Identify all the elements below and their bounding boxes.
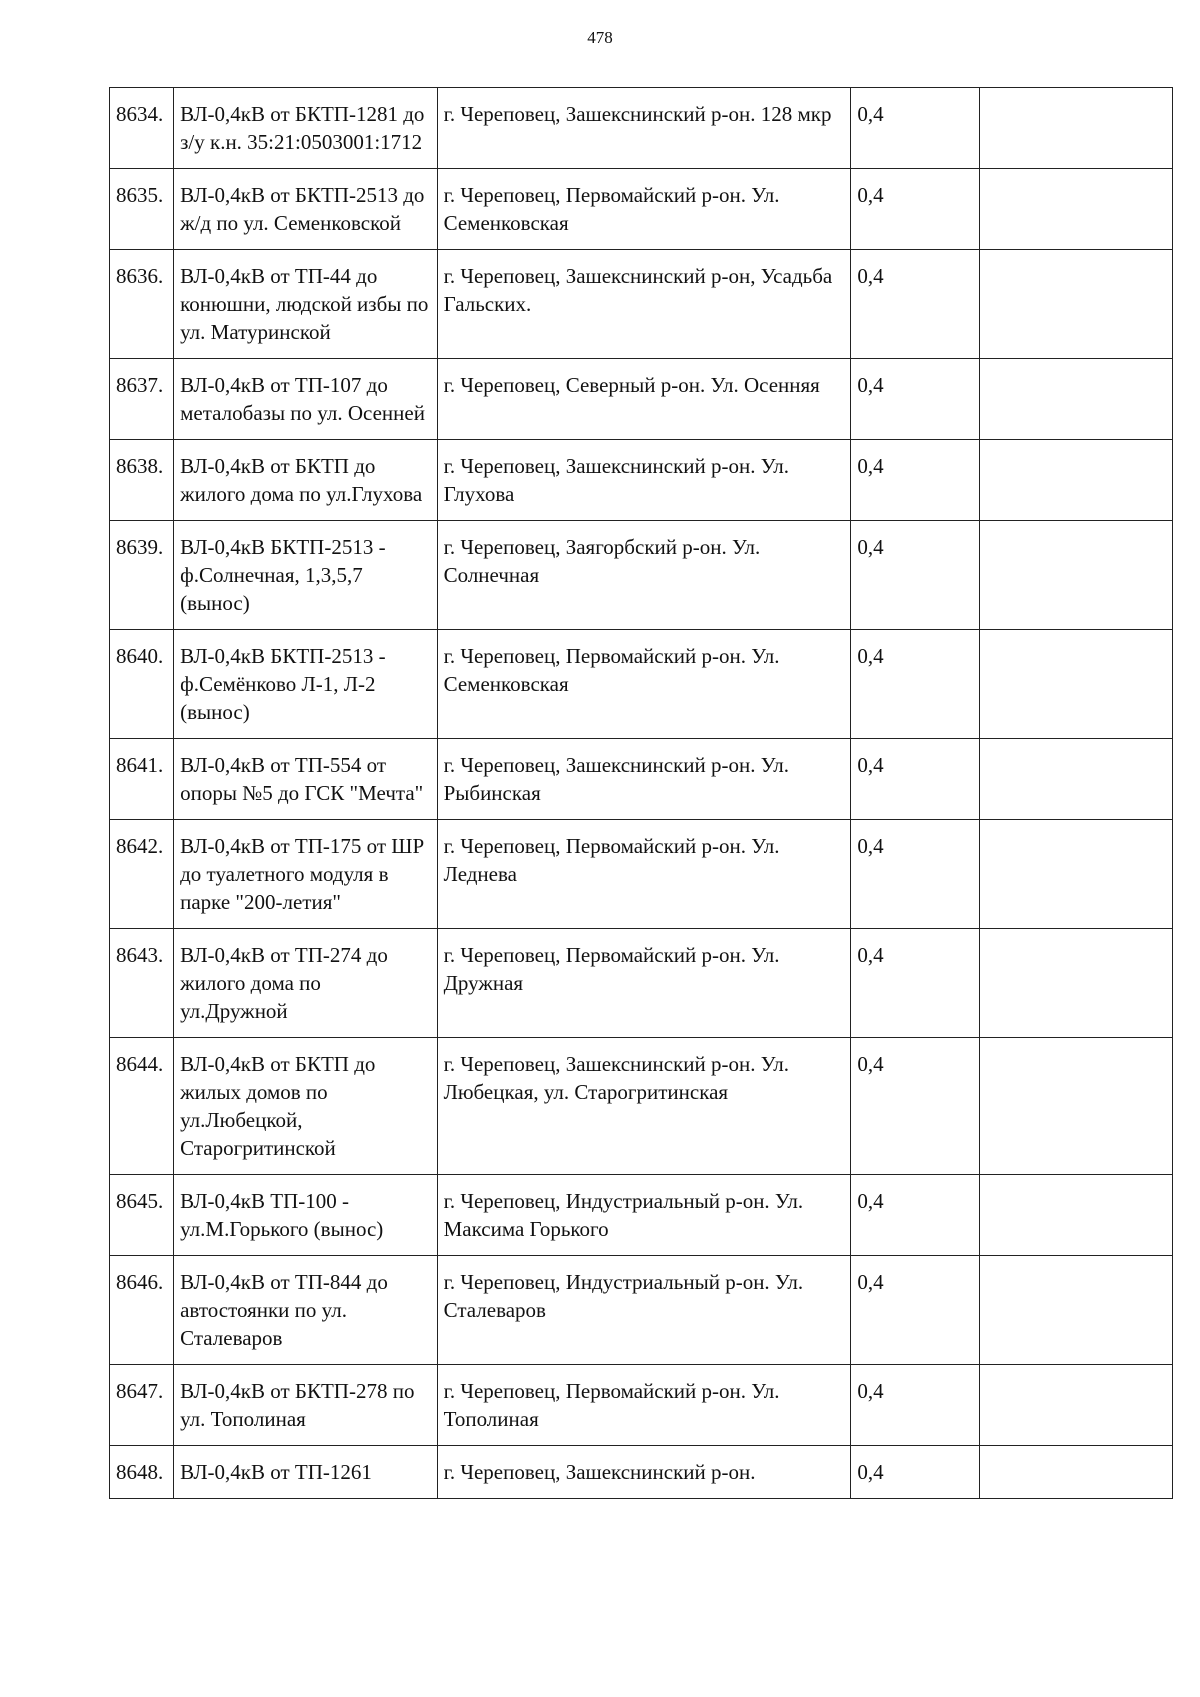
address-cell: г. Череповец, Индустриальный р-он. Ул. Максима Горького [437,1175,851,1256]
object-name-cell: ВЛ-0,4кВ от БКТП-2513 до ж/д по ул. Семенковской [174,169,437,250]
row-number-cell: 8642. [110,820,174,929]
voltage-cell: 0,4 [851,929,979,1038]
empty-cell [979,440,1172,521]
object-name-cell: ВЛ-0,4кВ ТП-100 - ул.М.Горького (вынос) [174,1175,437,1256]
row-number-cell: 8644. [110,1038,174,1175]
address-cell: г. Череповец, Первомайский р-он. Ул. Семенковская [437,169,851,250]
table-row [110,630,1173,739]
empty-cell [979,929,1172,1038]
table-row [110,440,1173,521]
table-row [110,1038,1173,1175]
empty-cell [979,250,1172,359]
row-number-cell: 8643. [110,929,174,1038]
voltage-cell: 0,4 [851,359,979,440]
voltage-cell: 0,4 [851,739,979,820]
object-name-cell: ВЛ-0,4кВ БКТП-2513 - ф.Семёнково Л-1, Л-2 (вынос) [174,630,437,739]
voltage-cell: 0,4 [851,1256,979,1365]
address-cell: г. Череповец, Зашекснинский р-он. Ул. Рыбинская [437,739,851,820]
table-row [110,169,1173,250]
object-name-cell: ВЛ-0,4кВ от ТП-1261 [174,1446,437,1499]
registry-table-body [110,88,1173,1499]
voltage-cell: 0,4 [851,1365,979,1446]
address-cell: г. Череповец, Первомайский р-он. Ул. Дружная [437,929,851,1038]
object-name-cell: ВЛ-0,4кВ от ТП-107 до металобазы по ул. Осенней [174,359,437,440]
voltage-cell: 0,4 [851,630,979,739]
empty-cell [979,739,1172,820]
voltage-cell: 0,4 [851,1175,979,1256]
object-name-cell: ВЛ-0,4кВ от БКТП-278 по ул. Тополиная [174,1365,437,1446]
object-name-cell: ВЛ-0,4кВ БКТП-2513 - ф.Солнечная, 1,3,5,7 (вынос) [174,521,437,630]
table-row [110,820,1173,929]
row-number-cell: 8634. [110,88,174,169]
empty-cell [979,1175,1172,1256]
table-row [110,1365,1173,1446]
empty-cell [979,1256,1172,1365]
voltage-cell: 0,4 [851,88,979,169]
address-cell: г. Череповец, Первомайский р-он. Ул. Семенковская [437,630,851,739]
address-cell: г. Череповец, Первомайский р-он. Ул. Тополиная [437,1365,851,1446]
row-number-cell: 8640. [110,630,174,739]
empty-cell [979,1446,1172,1499]
row-number-cell: 8637. [110,359,174,440]
address-cell: г. Череповец, Зашекснинский р-он. [437,1446,851,1499]
registry-table [109,87,1173,1499]
voltage-cell: 0,4 [851,250,979,359]
table-row [110,359,1173,440]
table-row [110,521,1173,630]
object-name-cell: ВЛ-0,4кВ от ТП-44 до конюшни, людской избы по ул. Матуринской [174,250,437,359]
empty-cell [979,521,1172,630]
voltage-cell: 0,4 [851,1038,979,1175]
voltage-cell: 0,4 [851,521,979,630]
voltage-cell: 0,4 [851,820,979,929]
address-cell: г. Череповец, Северный р-он. Ул. Осенняя [437,359,851,440]
row-number-cell: 8648. [110,1446,174,1499]
voltage-cell: 0,4 [851,169,979,250]
table-row [110,929,1173,1038]
voltage-cell: 0,4 [851,440,979,521]
object-name-cell: ВЛ-0,4кВ от ТП-175 от ШР до туалетного модуля в парке "200-летия" [174,820,437,929]
object-name-cell: ВЛ-0,4кВ от БКТП-1281 до з/у к.н. 35:21:0503001:1712 [174,88,437,169]
address-cell: г. Череповец, Зашекснинский р-он. Ул. Глухова [437,440,851,521]
object-name-cell: ВЛ-0,4кВ от ТП-844 до автостоянки по ул. Сталеваров [174,1256,437,1365]
row-number-cell: 8635. [110,169,174,250]
row-number-cell: 8641. [110,739,174,820]
object-name-cell: ВЛ-0,4кВ от БКТП до жилого дома по ул.Глухова [174,440,437,521]
empty-cell [979,169,1172,250]
object-name-cell: ВЛ-0,4кВ от ТП-554 от опоры №5 до ГСК "Мечта" [174,739,437,820]
voltage-cell: 0,4 [851,1446,979,1499]
empty-cell [979,88,1172,169]
row-number-cell: 8636. [110,250,174,359]
address-cell: г. Череповец, Зашекснинский р-он. 128 мкр [437,88,851,169]
row-number-cell: 8638. [110,440,174,521]
table-row [110,1256,1173,1365]
table-row [110,1175,1173,1256]
object-name-cell: ВЛ-0,4кВ от БКТП до жилых домов по ул.Любецкой, Старогритинской [174,1038,437,1175]
address-cell: г. Череповец, Индустриальный р-он. Ул. Сталеваров [437,1256,851,1365]
row-number-cell: 8646. [110,1256,174,1365]
row-number-cell: 8647. [110,1365,174,1446]
empty-cell [979,1365,1172,1446]
address-cell: г. Череповец, Заягорбский р-он. Ул. Солнечная [437,521,851,630]
empty-cell [979,630,1172,739]
address-cell: г. Череповец, Зашекснинский р-он, Усадьба Гальских. [437,250,851,359]
table-row [110,250,1173,359]
empty-cell [979,1038,1172,1175]
row-number-cell: 8639. [110,521,174,630]
page-number: 478 [587,28,613,47]
table-row [110,1446,1173,1499]
table-row [110,739,1173,820]
empty-cell [979,359,1172,440]
empty-cell [979,820,1172,929]
address-cell: г. Череповец, Первомайский р-он. Ул. Леднева [437,820,851,929]
row-number-cell: 8645. [110,1175,174,1256]
object-name-cell: ВЛ-0,4кВ от ТП-274 до жилого дома по ул.Дружной [174,929,437,1038]
table-row [110,88,1173,169]
address-cell: г. Череповец, Зашекснинский р-он. Ул. Любецкая, ул. Старогритинская [437,1038,851,1175]
